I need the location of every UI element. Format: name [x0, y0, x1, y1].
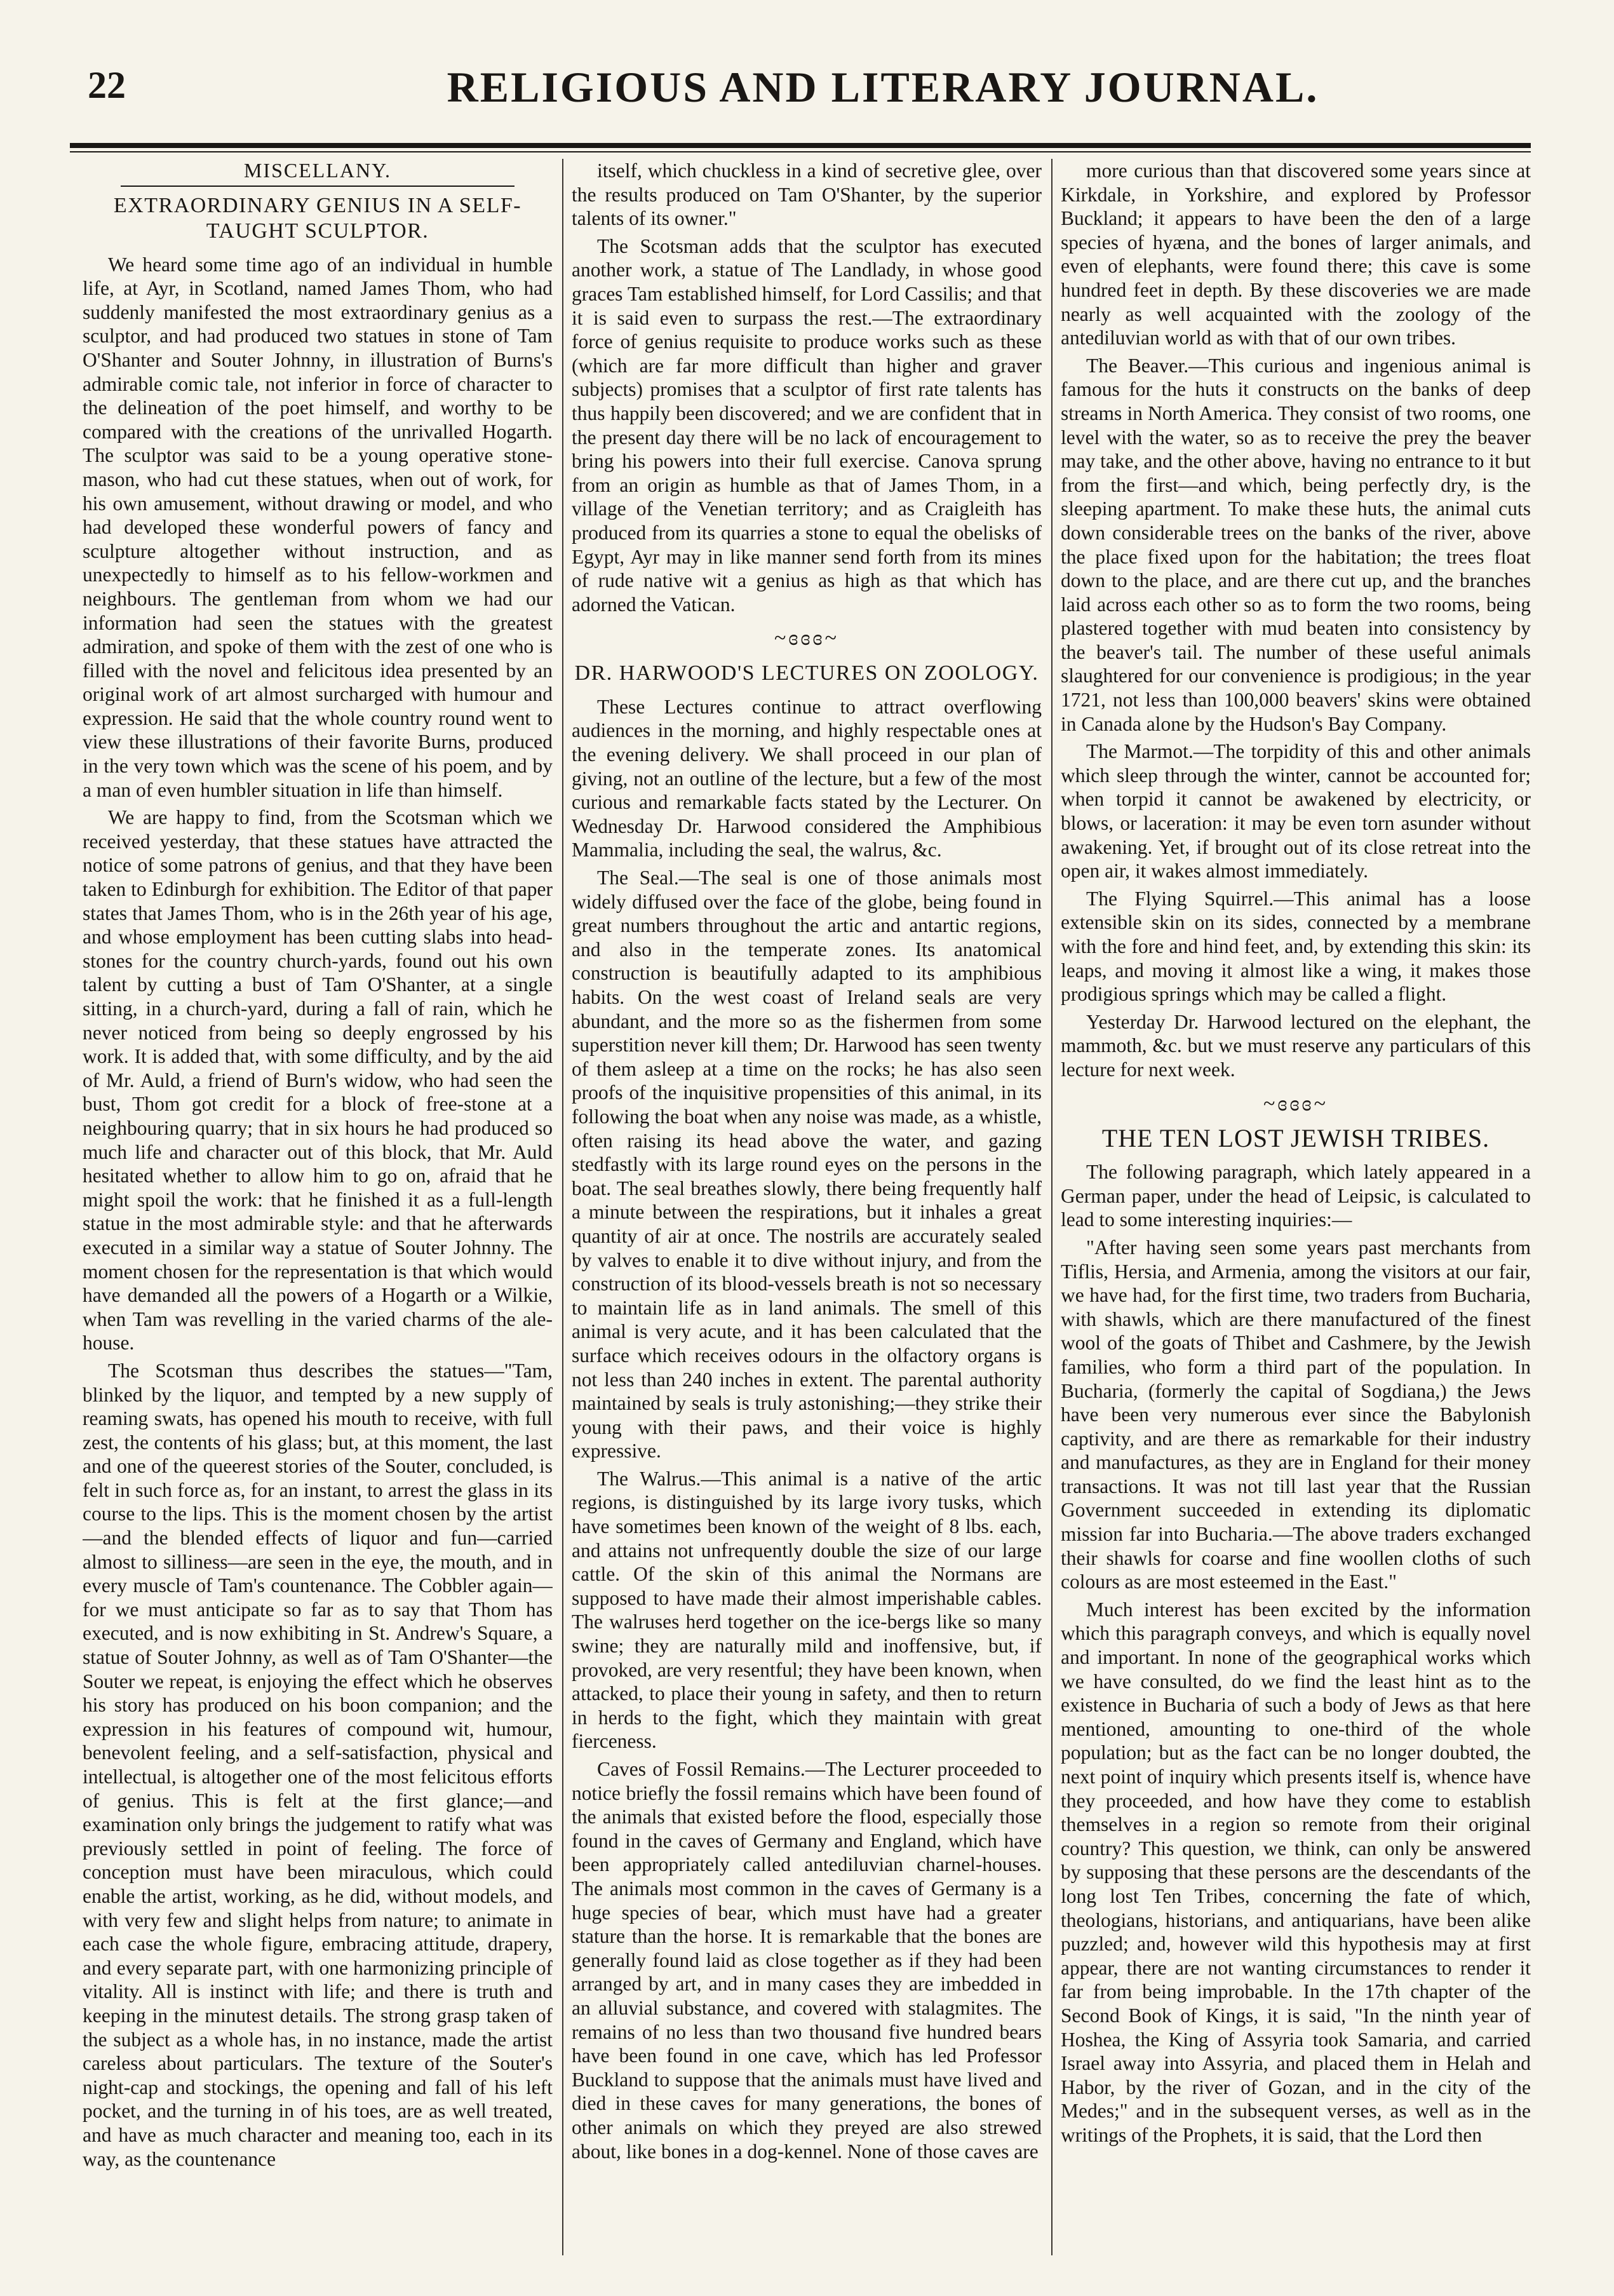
- paragraph: We are happy to find, from the Scotsman which we received yesterday, that these statues have attracted the notice of some patrons of genius, and that they have been taken to Edinburgh for exhibition. The Editor of that paper states that James Thom, who is in the 26th year of his age, and whose employment has been cutting slabs into head-stones for the country church-yards, found out his own talent by cutting a bust of Tam O'Shanter, at a single sitting, in a church-yard, during a fall of rain, which he never noticed from being so deeply engrossed by his work. It is added that, with some difficulty, and by the aid of Mr. Auld, a friend of Burn's widow, who had seen the bust, Thom got credit for a block of free-stone at a neighbouring quarry; that in six hours he had produced so much life and character out of this block, that Mr. Auld hesitated whether to allow him to go on, afraid that he might spoil the work: that he finished it as a full-length statue in the most admirable style: and that he afterwards executed in a similar way a statue of Souter Johnny. The moment chosen for the representation is that which would have demanded all the powers of a Hogarth or a Wilkie, when Tam was revelling in the varied charms of the ale-house.: [83, 806, 553, 1354]
- paragraph: These Lectures continue to attract overflowing audiences in the morning, and highly respectable ones at the evening delivery. We shall proceed in our plan of giving, not an outline of the lecture, but a few of the most curious and remarkable facts stated by the Lecturer. On Wednesday Dr. Harwood considered the Amphibious Mammalia, including the seal, the walrus, &c.: [572, 695, 1042, 861]
- journal-page: [70, 38, 1531, 2262]
- section-heading-rule: [121, 186, 514, 187]
- article-title-jewish-tribes: THE TEN LOST JEWISH TRIBES.: [1101, 1124, 1490, 1153]
- masthead: [70, 38, 1531, 121]
- paragraph: Much interest has been excited by the information which this paragraph conveys, and which is equally novel and important. In none of the geographical works which we have consulted, do we find the least hint as to the existence in Bucharia of such a body of Jews as that here mentioned, amounting to one-third of the whole population; but as the fact can be no longer doubted, the next point of inquiry which presents itself is, whence have they proceeded, and how have they come to establish themselves in a region so remote from their original country? This question, we think, can only be answered by supposing that these persons are the descendants of the long lost Ten Tribes, concerning the fate of which, theologians, historians, and antiquarians, have been alike puzzled; and, however wild this hypothesis may at first appear, there are not wanting circumstances to render it far from being improbable. In the 17th chapter of the Second Book of Kings, it is said, "In the ninth year of Hoshea, the King of Assyria took Samaria, and carried Israel away into Assyria, and placed them in Helah and Habor, by the river of Gozan, and in the city of the Medes;" and in the subsequent verses, as well as in the writings of the Prophets, it is said, that the Lord then: [1061, 1598, 1531, 2146]
- paragraph: The Seal.—The seal is one of those animals most widely diffused over the face of the globe, being found in great numbers throughout the artic and antartic regions, and also in the temperate zones. Its anatomical construction is beautifully adapted to its amphibious habits. On the west coast of Ireland seals are very abundant, and the more so as the fishermen from some superstition never kill them; Dr. Harwood has seen twenty of them asleep at a time on the rocks; he has also seen proofs of the inquisitive propensities of this animal, in its following the boat when any noise was made, as a whistle, often raising its head above the water, and gazing stedfastly with its large round eyes on the persons in the boat. The seal breathes slowly, there being frequently half a minute between the respirations, but it inhales a great quantity of air at once. The nostrils are accurately sealed by valves to enable it to dive without injury, and from the construction of its blood-vessels breath is not so necessary to maintain life as in land animals. The smell of this animal is very acute, and it has been calculated that the surface which receives odours in the olfactory organs is not less than 240 inches in extent. The parental authority maintained by seals is truly astonishing;—they strike their young with their paws, and their voice is highly expressive.: [572, 867, 1042, 1462]
- journal-title: RELIGIOUS AND LITERARY JOURNAL.: [447, 63, 1319, 111]
- paragraph: more curious than that discovered some years since at Kirkdale, in Yorkshire, and explored by Professor Buckland; it appears to have been the den of a large species of hyæna, and the bones of larger animals, and even of elephants, were found there; this cave is some hundred feet in depth. By these discoveries we are made nearly as well acquainted with the zoology of the antediluvian world as with that of our own tribes.: [1061, 159, 1531, 349]
- paragraph: itself, which chuckless in a kind of secretive glee, over the results produced on Tam O'Shanter, by the superior talents of its owner.": [572, 159, 1042, 230]
- paragraph: The Flying Squirrel.—This animal has a loose extensible skin on its sides, connected by a membrane with the fore and hind feet, and, by extending this skin: its leaps, and moving it almost like a wing, it makes those prodigious springs which may be called a flight.: [1061, 887, 1531, 1006]
- paragraph: The Marmot.—The torpidity of this and other animals which sleep through the winter, cannot be accounted for; when torpid it cannot be awakened by electricity, or blows, or laceration: it may be even torn asunder without awakening. Yet, if brought out of its close retreat into the open air, it wakes almost immediately.: [1061, 740, 1531, 882]
- paragraph: The following paragraph, which lately appeared in a German paper, under the head of Leipsic, is calculated to lead to some interesting inquiries:—: [1061, 1161, 1531, 1231]
- paragraph: The Scotsman adds that the sculptor has executed another work, a statue of The Landlady, in whose good graces Tam established himself, for Lord Cassilis; and that it is said even to surpass the rest.—The extraordinary force of genius requisite to produce works such as these (which are far more difficult than higher and graver subjects) promises that a sculptor of first rate talents has thus happily been discovered; and we are confident that in the present day there will be no lack of encouragement to bring his powers into their full exercise. Canova sprung from an origin as humble as that of James Thom, in a village of the Venetian territory; and as Craigleith has produced from its quarries a stone to equal the obelisks of Egypt, Ayr may in like manner send forth from its mines of rude native wit a genius as high as that which has adorned the Vatican.: [572, 234, 1042, 616]
- masthead-rule-thin: [70, 151, 1531, 152]
- article-title-zoology: DR. HARWOOD'S LECTURES ON ZOOLOGY.: [574, 661, 1039, 685]
- page-number: 22: [88, 64, 126, 106]
- ornament-divider: ~ɞɞɞ~: [1263, 1091, 1328, 1116]
- paragraph: The Scotsman thus describes the statues—"Tam, blinked by the liquor, and tempted by a new supply of reaming swats, has opened his mouth to receive, with full zest, the contents of his glass; but, at this moment, the last and one of the queerest stories of the Souter, concluded, is felt in such force as, for an instant, to arrest the glass in its course to the lips. This is the moment chosen by the artist—and the blended effects of liquor and fun—carried almost to silliness—are seen in the eye, the mouth, and in every muscle of Tam's countenance. The Cobbler again—for we must anticipate so far as to say that Thom has executed, and is now exhibiting in St. Andrew's Square, a statue of Souter Johnny, as well as of Tam O'Shanter—the Souter we repeat, is enjoying the effect which he observes his story has produced on his boon companion; and the expression in his features of compound wit, humour, benevolent feeling, and a self-satisfaction, physical and intellectual, is altogether one of the most felicitous efforts of genius. This is felt at the first glance;—and examination only brings the judgement to ratify what was previously settled in point of feeling. The force of conception must have been miraculous, which could enable the artist, working, as he did, without models, and with very few and slight helps from nature; to animate in each case the whole figure, embracing attitude, drapery, and every separate part, with one harmonizing principle of vitality. All is instinct with life; and there is truth and keeping in the minutest details. The strong grasp taken of the subject as a whole has, in no instance, made the artist careless about particulars. The texture of the Souter's night-cap and stockings, the opening and fall of his left pocket, and the turning in of his toes, are as well treated, and have as much character and meaning too, each in its way, as the countenance: [83, 1359, 553, 2170]
- paragraph: Yesterday Dr. Harwood lectured on the elephant, the mammoth, &c. but we must reserve any particulars of this lecture for next week.: [1061, 1010, 1531, 1081]
- column-divider: [562, 159, 563, 2255]
- column-1: [83, 159, 553, 2255]
- paragraph: The Beaver.—This curious and ingenious animal is famous for the huts it constructs on the banks of deep streams in North America. They consist of two rooms, one level with the water, so as to receive the prey the beaver may take, and the other above, having no entrance to it but from the first—and which, being perfectly dry, is the sleeping apartment. To make these huts, the animal cuts down considerable trees on the banks of the river, above the place fixed upon for the habitation; the trees float down to the place, and are there cut up, and the branches laid across each other so as to form the two rooms, being plastered together with mud beaten into consistency by the beaver's tail. The number of these useful animals slaughtered for our convenience is prodigious; in the year 1721, not less than 100,000 beavers' skins were obtained in Canada alone by the Hudson's Bay Company.: [1061, 354, 1531, 735]
- section-heading: MISCELLANY.: [243, 159, 392, 182]
- column-3: [1061, 159, 1531, 2255]
- paragraph: We heard some time ago of an individual in humble life, at Ayr, in Scotland, named James Thom, who had suddenly manifested the most extraordinary genius as a sculptor, and had produced two statues in stone of Tam O'Shanter and Souter Johnny, in illustration of Burns's admirable comic tale, not inferior in force of character to the delineation of the poet himself, and worthy to be compared with the creations of the unrivalled Hogarth. The sculptor was said to be a young operative stone-mason, who had cut these statues, when out of work, for his own amusement, without drawing or model, and who had developed these wonderful powers of fancy and sculpture altogether without instruction, and as unexpectedly to himself as to his fellow-workmen and neighbours. The gentleman from whom we had our information had seen the statues with the greatest admiration, and spoke of them with the zest of one who is filled with the novel and felicitous idea presented by an original work of art almost surcharged with humour and expression. He said that the whole country round went to view these illustrations of their favorite Burns, produced in the very town which was the scene of his poem, and by a man of even humbler situation in life than himself.: [83, 253, 553, 801]
- column-divider: [1051, 159, 1052, 2255]
- paragraph: Caves of Fossil Remains.—The Lecturer proceeded to notice briefly the fossil remains which have been found of the animals that existed before the flood, especially those found in the caves of Germany and England, which have been appropriately called antediluvian charnel-houses. The animals most common in the caves of Germany is a huge species of bear, which must have had a greater stature than the horse. It is remarkable that the bones are generally found laid as close together as if they had been arranged by art, and in many cases they are imbedded in an alluvial substance, and covered with stalagmites. The remains of no less than two thousand five hundred bears have been found in one cave, which has led Professor Buckland to suppose that the animals must have lived and died in these caves for many generations, the bones of other animals on which they preyed are also strewed about, like bones in a dog-kennel. None of those caves are: [572, 1758, 1042, 2163]
- masthead-rule-thick: [70, 143, 1531, 148]
- column-2: [572, 159, 1042, 2255]
- ornament-divider: ~ɞɞɞ~: [774, 626, 839, 651]
- paragraph: The Walrus.—This animal is a native of the artic regions, is distinguished by its large ivory tusks, which have sometimes been known of the weight of 8 lbs. each, and attains not unfrequently double the size of our large cattle. Of the skin of this animal the Normans are supposed to have made their almost imperishable cables. The walruses herd together on the ice-bergs like so many swine; they are naturally mild and inoffensive, but, if provoked, are very resentful; they have been known, when attacked, to place their young in safety, and then to return in herds to the fight, which they maintain with great fierceness.: [572, 1467, 1042, 1753]
- paragraph: "After having seen some years past merchants from Tiflis, Hersia, and Armenia, among the visitors at our fair, we have had, for the first time, two traders from Bucharia, with shawls, which are there manufactured of the finest wool of the goats of Thibet and Cashmere, by the Jewish families, who form a third part of the population. In Bucharia, (formerly the capital of Sogdiana,) the Jews have been very numerous ever since the Babylonish captivity, and are there as remarkable for their industry and manufactures, as they are in England for their money transactions. It was not till last year that the Russian Government succeeded in extending its diplomatic mission far into Bucharia.—The above traders exchanged their shawls for coarse and fine woollen cloths of such colours as are most esteemed in the East.": [1061, 1236, 1531, 1593]
- article-title-sculptor: EXTRAORDINARY GENIUS IN A SELF-TAUGHT SCULPTOR.: [113, 193, 522, 243]
